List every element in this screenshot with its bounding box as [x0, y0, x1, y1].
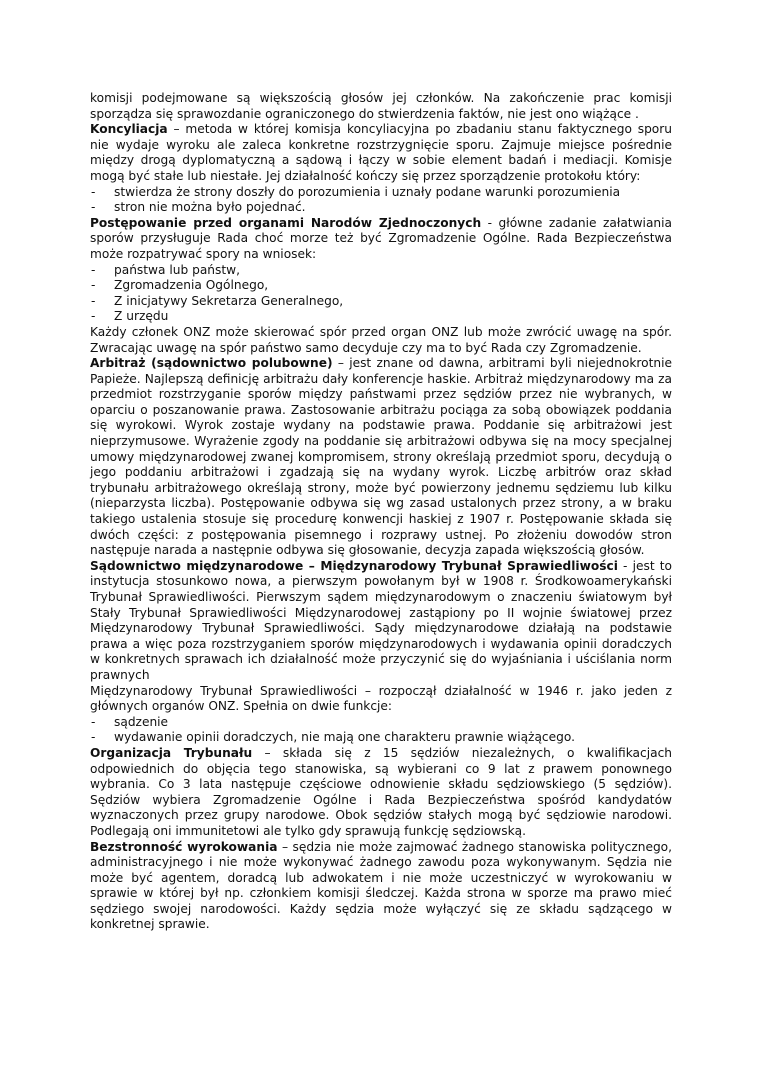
- organizacja-term: Organizacja Trybunału: [90, 745, 253, 760]
- arbitraz-term: Arbitraż (sądownictwo polubowne): [90, 356, 333, 371]
- list-item: - Z urzędu: [90, 309, 672, 325]
- koncyliacja-paragraph: [90, 122, 672, 184]
- sadownictwo-after-paragraph: Międzynarodowy Trybunał Sprawiedliwości – rozpoczął działalność w 1946 r. jako jeden z głównych organów ONZ. Spełnia on dwie funkcje:: [90, 683, 672, 714]
- arbitraz-text: – jest znane od dawna, arbitrami byli niejednokrotnie Papieże. Najlepszą definicję arbitrażu dały konferencje haskie. Arbitraż międzynarodowy ma za przedmiot rozstrzyganie sporów między państwami przez sędziów przez nie wybranych, w oparciu o poszanowanie prawa. Zastosowanie arbitrażu pociąga za sobą obowiązek poddania się wyrokowi. Wyrok zostaje wydany na podstawie prawa. Poddanie się arbitrażowi jest nieprzymusowe. Wyrażenie zgody na poddanie się arbitrażowi odbywa się na mocy specjalnej umowy międzynarodowej zwanej kompromisem, strony określają przedmiot sporu, decydują o jego poddaniu arbitrażowi i zgadzają się na wydany wyrok. Liczbę arbitrów oraz skład trybunału arbitrażowego określają strony, może być powierzony jednemu sędziemu lub kilku (nieparzysta liczba). Postępowanie odbywa się wg zasad ustalonych przez strony, a w braku takiego ustalenia stosuje się procedurę konwencji haskiej z 1907 r. Postępowanie składa się dwóch części: z postępowania pisemnego i rozprawy ustnej. Po złożeniu dowodów stron następuje narada a następnie odbywa się głosowanie, decyzja zapada większością głosów.: [90, 356, 672, 558]
- koncyliacja-term: Koncyliacja: [90, 122, 168, 137]
- bezstronnosc-term: Bezstronność wyrokowania: [90, 839, 278, 854]
- list-item: - państwa lub państw,: [90, 263, 672, 279]
- koncyliacja-list: [90, 185, 672, 216]
- onz-list: [90, 263, 672, 325]
- intro-paragraph: komisji podejmowane są większością głosów jej członków. Na zakończenie prac komisji sporządza się sprawozdanie ograniczonego do stwierdzenia faktów, nie jest ono wiążące .: [90, 91, 672, 121]
- onz-text: - główne zadanie załatwiania sporów przysługuje Rada choć morze też być Zgromadzenie Ogólne. Rada Bezpieczeństwa może rozpatrywać spory na wniosek:: [90, 215, 672, 261]
- onz-term: Postępowanie przed organami Narodów Zjednoczonych: [90, 215, 482, 230]
- list-item: - wydawanie opinii doradczych, nie mają one charakteru prawnie wiążącego.: [90, 730, 672, 746]
- list-item: - stron nie można było pojednać.: [90, 200, 672, 216]
- list-item: - stwierdza że strony doszły do porozumienia i uznały podane warunki porozumienia: [90, 185, 672, 201]
- arbitraz-paragraph: [90, 356, 672, 559]
- sadownictwo-paragraph: [90, 559, 672, 684]
- onz-paragraph: [90, 216, 672, 263]
- organizacja-paragraph: [90, 746, 672, 840]
- organizacja-text: – składa się z 15 sędziów niezależnych, o kwalifikacjach odpowiednich do objęcia tego stanowiska, są wybierani co 9 lat z prawem ponownego wybrania. Co 3 lata następuje częściowe odnowienie składu sędziowskiego (5 sędziów). Sędziów wybiera Zgromadzenie Ogólne i Rada Bezpieczeństwa spośród kandydatów wyznaczonych przez grupy narodowe. Obok sędziów stałych mogą być sędziowie narodowi. Podlegają oni immunitetowi ale tylko gdy sprawują funkcję sędziowską.: [90, 745, 672, 838]
- list-item: - sądzenie: [90, 715, 672, 731]
- onz-after-paragraph: Każdy członek ONZ może skierować spór przed organ ONZ lub może zwrócić uwagę na spór. Zwracając uwagę na spór państwo samo decyduje czy ma to być Rada czy Zgromadzenie.: [90, 324, 672, 355]
- sadownictwo-text: - jest to instytucja stosunkowo nowa, a pierwszym powołanym był w 1908 r. Środkowoamerykański Trybunał Sprawiedliwości. Pierwszym sądem międzynarodowym o znaczeniu światowym był Stały Trybunał Sprawiedliwości Międzynarodowej zastąpiony po II wojnie światowej przez Międzynarodowy Trybunał Sprawiedliwości. Sądy międzynarodowe działają na podstawie prawa a więc poza rozstrzyganiem sporów międzynarodowych i wydawania opinii doradczych w konkretnych sprawach ich działalność może przyczynić się do wyjaśniania i uściślania norm prawnych: [90, 558, 672, 682]
- sadownictwo-list: [90, 715, 672, 746]
- koncyliacja-text: – metoda w której komisja koncyliacyjna po zbadaniu stanu faktycznego sporu nie wydaje wyroku ale zaleca konkretne rozstrzygnięcie sporu. Zajmuje miejsce pośrednie między drogą dyplomatyczną a sądową i łączy w sobie element badań i mediacji. Komisje mogą być stałe lub niestałe. Jej działalność kończy się przez sporządzenie protokołu który:: [90, 122, 672, 183]
- list-item: - Zgromadzenia Ogólnego,: [90, 278, 672, 294]
- document-page: [90, 91, 672, 933]
- bezstronnosc-paragraph: [90, 840, 672, 934]
- sadownictwo-term: Sądownictwo międzynarodowe – Międzynarodowy Trybunał Sprawiedliwości: [90, 558, 618, 573]
- list-item: - Z inicjatywy Sekretarza Generalnego,: [90, 294, 672, 310]
- bezstronnosc-text: – sędzia nie może zajmować żadnego stanowiska politycznego, administracyjnego i nie może wykonywać żadnego zawodu poza wykonywanym. Sędzia nie może być agentem, doradcą lub adwokatem i nie może uczestniczyć w wyrokowaniu w sprawie w której był np. członkiem komisji śledczej. Każda strona w sporze ma prawo mieć sędziego swojej narodowości. Każdy sędzia może wyłączyć się ze składu sądzącego w konkretnej sprawie.: [90, 839, 673, 932]
